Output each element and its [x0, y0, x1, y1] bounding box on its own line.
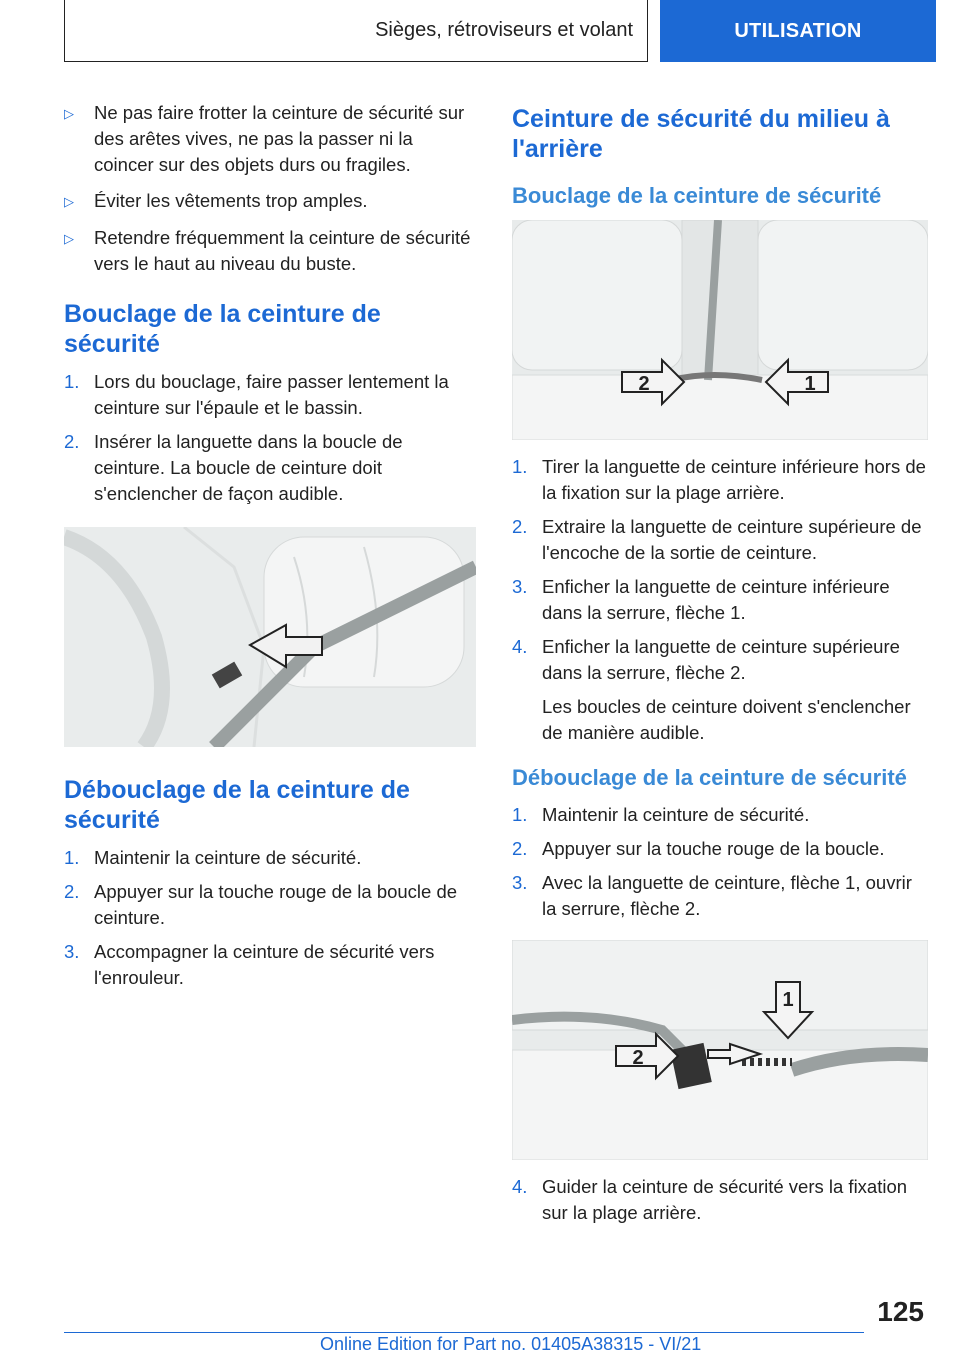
right-column	[512, 104, 928, 1234]
step-note: Les boucles de ceinture doivent s'enclencher de manière audible.	[542, 696, 911, 743]
step-item: 1. Lors du bouclage, faire passer lentement la ceinture sur l'épaule et le bassin.	[64, 371, 449, 418]
subsection-heading: Bouclage de la ceinture de sécurité	[512, 183, 882, 208]
step-item: 2. Insérer la languette dans la boucle de ceinture. La boucle de ceinture doit s'enclencher de façon audible.	[64, 431, 403, 504]
step-item: 4. Guider la ceinture de sécurité vers la fixation sur la plage arrière.	[512, 1176, 908, 1223]
step-item: 2. Appuyer sur la touche rouge de la boucle de ceinture.	[64, 881, 458, 928]
section-title: Sièges, rétroviseurs et volant	[64, 0, 648, 62]
front-seat-belt-illustration	[64, 527, 476, 747]
arrow-label: 2	[632, 1047, 644, 1069]
step-item: 3. Avec la languette de ceinture, flèche 1, ouvrir la serrure, flèche 2.	[512, 872, 912, 919]
page-number: 125	[877, 1296, 924, 1327]
triangle-bullet-icon: ▷	[64, 194, 74, 209]
rear-middle-belt-fasten-illustration	[512, 220, 928, 440]
step-item: 2. Appuyer sur la touche rouge de la boucle.	[512, 838, 885, 859]
edition-note: Online Edition for Part no. 01405A38315 - VI/21	[320, 1334, 702, 1354]
step-item: 4. Enficher la languette de ceinture supérieure dans la serrure, flèche 2.	[512, 636, 900, 683]
triangle-bullet-icon: ▷	[64, 231, 74, 246]
rear-middle-belt-unfasten-illustration	[512, 940, 928, 1160]
arrow-label: 1	[782, 989, 794, 1011]
subsection-heading: Débouclage de la ceinture de sécurité	[512, 765, 907, 790]
arrow-label: 1	[804, 373, 816, 395]
bullet-item: ▷ Éviter les vêtements trop amples.	[64, 188, 476, 215]
section-heading: Bouclage de la ceinture de sécurité	[64, 300, 381, 358]
triangle-bullet-icon: ▷	[64, 106, 74, 121]
step-item: 2. Extraire la languette de ceinture supérieure de l'encoche de la sortie de ceinture.	[512, 516, 922, 563]
left-column	[64, 100, 476, 999]
step-item: 1. Maintenir la ceinture de sécurité.	[64, 847, 362, 868]
section-heading: Ceinture de sécurité du milieu à l'arrière	[512, 105, 890, 163]
chapter-tab: UTILISATION	[660, 0, 936, 62]
arrow-label: 2	[638, 373, 650, 395]
section-heading: Débouclage de la ceinture de sécurité	[64, 776, 410, 834]
page-header	[64, 0, 936, 64]
step-item: 3. Accompagner la ceinture de sécurité vers l'enrouleur.	[64, 941, 435, 988]
step-item: 1. Tirer la languette de ceinture inférieure hors de la fixation sur la plage arrière.	[512, 456, 926, 503]
footer-divider	[64, 1332, 864, 1333]
step-item: 3. Enficher la languette de ceinture inférieure dans la serrure, flèche 1.	[512, 576, 890, 623]
step-item: 1. Maintenir la ceinture de sécurité.	[512, 804, 810, 825]
bullet-item: ▷ Retendre fréquemment la ceinture de sécurité vers le haut au niveau du buste.	[64, 225, 476, 277]
bullet-item: ▷ Ne pas faire frotter la ceinture de sécurité sur des arêtes vives, ne pas la passer ni la coincer sur des objets durs ou fragiles.	[64, 100, 476, 178]
